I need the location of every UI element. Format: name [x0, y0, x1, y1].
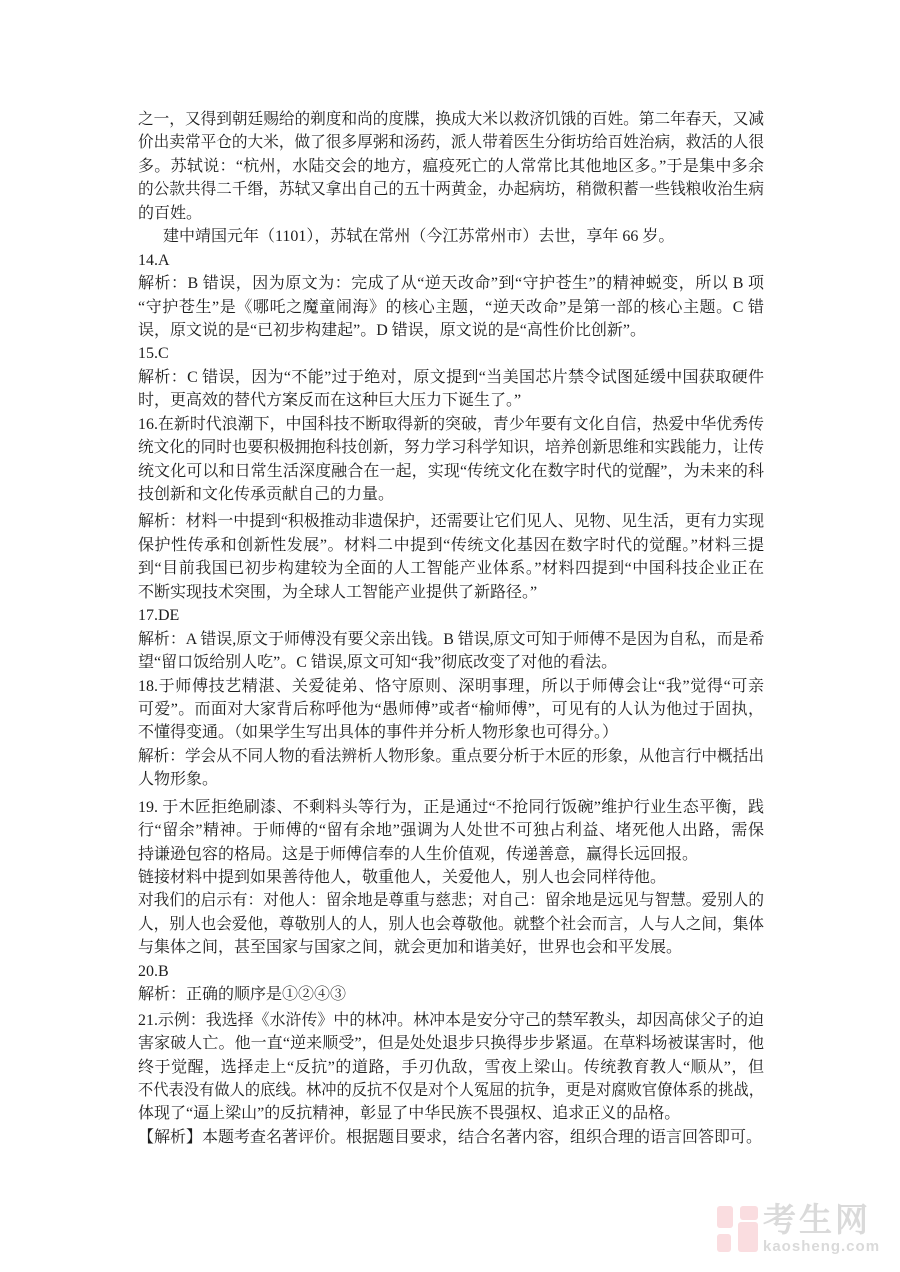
logo-block-right-bar — [738, 1222, 758, 1252]
text-line: “守护苍生”是《哪吒之魔童闹海》的核心主题，“逆天改命”是第一部的核心主题。C 错 — [138, 298, 764, 316]
kaosheng-logo-icon — [717, 1206, 758, 1252]
text-line: 解析：C 错误，因为“不能”过于绝对，原文提到“当美国芯片禁令试图延缓中国获取硬件 — [138, 368, 764, 386]
text-line: 15.C — [138, 345, 169, 363]
text-line: 解析：正确的顺序是①②④③ — [138, 986, 347, 1004]
text-line: 时，更高效的替代方案反而在这种巨大压力下诞生了。” — [138, 392, 522, 410]
text-line: 人，别人也会爱他，尊敬别人的人，别人也会尊敬他。就整个社会而言，人与人之间，集体 — [138, 915, 765, 933]
text-line: 的百姓。 — [138, 204, 203, 222]
text-line: 持谦逊包容的格局。这是于师傅信奉的人生价值观，传递善意，赢得长远回报。 — [138, 845, 699, 863]
text-line: 价出卖常平仓的大米，做了很多厚粥和汤药，派人带着医生分街坊给百姓治病，救活的人很 — [138, 134, 765, 152]
text-line: 19. 于木匠拒绝刷漆、不剩料头等行为，正是通过“不抢同行饭碗”维护行业生态平衡，践 — [138, 798, 764, 816]
text-line: 多。苏轼说：“杭州，水陆交会的地方，瘟疫死亡的人常常比其他地区多。”于是集中多余 — [138, 157, 764, 175]
text-line: 终于觉醒，选择走上“反抗”的道路，手刃仇敌，雪夜上梁山。传统教育教人“顺从”，但 — [138, 1058, 764, 1076]
text-line: 体现了“逼上梁山”的反抗精神，彰显了中华民族不畏强权、追求正义的品格。 — [138, 1105, 681, 1123]
text-line: 20.B — [138, 962, 169, 980]
text-line: 害家破人亡。他一直“逆来顺受”，但是处处退步只换得步步紧逼。在草料场被谋害时，他 — [138, 1035, 764, 1053]
brand-name: 考生网 — [763, 1201, 871, 1238]
text-line: 解析：B 错误，因为原文为：完成了从“逆天改命”到“守护苍生”的精神蜕变，所以 B 项 — [138, 275, 764, 293]
text-line: 建中靖国元年（1101），苏轼在常州（今江苏常州市）去世，享年 66 岁。 — [163, 228, 675, 246]
text-line: 16.在新时代浪潮下，中国科技不断取得新的突破，青少年要有文化自信，热爱中华优秀传 — [138, 415, 765, 433]
text-line: 对我们的启示有：对他人：留余地是尊重与慈悲；对自己：留余地是远见与智慧。爱别人的 — [138, 892, 765, 910]
text-line: 14.A — [138, 251, 170, 269]
text-line: 不懂得变通。（如果学生写出具体的事件并分析人物形象也可得分。） — [138, 724, 619, 742]
text-line: 保护性传承和创新性发展”。材料二中提到“传统文化基因在数字时代的觉醒。”材料三提 — [138, 536, 764, 554]
text-line: 的公款共得二千缗，苏轼又拿出自己的五十两黄金，办起病坊，稍微积蓄一些钱粮收治生病 — [138, 181, 765, 199]
logo-block-top-right — [740, 1206, 758, 1220]
text-line: 望“留口饭给别人吃”。C 错误,原文可知“我”彻底改变了对他的看法。 — [138, 654, 618, 672]
answer-explanations-text — [138, 108, 764, 1149]
text-line: 可爱”。而面对大家背后称呼他为“愚师傅”或者“榆师傅”，可见有的人认为他过于固执， — [138, 700, 764, 718]
text-line: 统文化可以和日常生活深度融合在一起，实现“传统文化在数字时代的觉醒”，为未来的科 — [138, 462, 764, 480]
text-line: 18.于师傅技艺精湛、关爱徒弟、恪守原则、深明事理，所以于师傅会让“我”觉得“可亲 — [138, 677, 764, 695]
text-line: 不断实现技术突围，为全球人工智能产业提供了新路径。” — [138, 583, 538, 601]
text-line: 21.示例：我选择《水浒传》中的林冲。林冲本是安分守己的禁军教头，却因高俅父子的迫 — [138, 1011, 765, 1029]
text-line: 之一，又得到朝廷赐给的剃度和尚的度牒，换成大米以救济饥饿的百姓。第二年春天，又减 — [138, 111, 765, 128]
text-line: 行“留余”精神。于师傅的“留有余地”强调为人处世不可独占利益、堵死他人出路，需保 — [138, 822, 764, 840]
text-line: 17.DE — [138, 607, 180, 625]
text-line: 到“目前我国已初步构建较为全面的人工智能产业体系。”材料四提到“中国科技企业正在 — [138, 560, 764, 578]
text-line: 技创新和文化传承贡献自己的力量。 — [138, 486, 395, 503]
logo-block-top-left — [717, 1206, 733, 1228]
brand-domain: kaosheng.com — [763, 1238, 881, 1255]
text-line: 统文化的同时也要积极拥抱科技创新，努力学习科学知识，培养创新思维和实践能力，让传 — [138, 439, 765, 457]
logo-block-bottom-left — [717, 1234, 731, 1252]
text-line: 【解析】本题考查名著评价。根据题目要求，结合名著内容，组织合理的语言回答即可。 — [138, 1128, 763, 1146]
text-line: 链接材料中提到如果善待他人，敬重他人，关爱他人，别人也会同样待他。 — [138, 869, 667, 886]
text-line: 与集体之间，甚至国家与国家之间，就会更加和谐美好，世界也会和平发展。 — [138, 939, 683, 957]
text-line: 解析：学会从不同人物的看法辨析人物形象。重点要分析于木匠的形象，从他言行中概括出 — [138, 747, 765, 765]
text-line: 误，原文说的是“已初步构建起”。D 错误，原文说的是“高性价比创新”。 — [138, 321, 646, 339]
text-line: 不代表没有做人的底线。林冲的反抗不仅是对个人冤屈的抗争，更是对腐败官僚体系的挑战， — [138, 1081, 765, 1099]
text-line: 解析：A 错误,原文于师傅没有要父亲出钱。B 错误,原文可知于师傅不是因为自私，而是希 — [138, 630, 765, 648]
text-line: 人物形象。 — [138, 771, 219, 789]
brand-wordmark — [763, 1202, 880, 1254]
text-line: 解析：材料一中提到“积极推动非遗保护，还需要让它们见人、见物、见生活，更有力实现 — [138, 513, 765, 531]
